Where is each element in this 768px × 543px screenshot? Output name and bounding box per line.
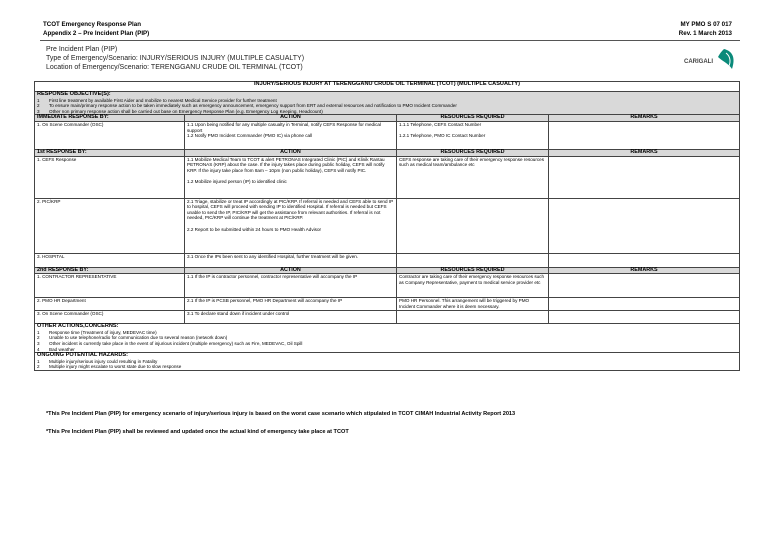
col-resources: RESOURCES REQUIRED [397,267,549,274]
other-actions-heading: OTHER ACTIONS,CONCERNS: [37,323,119,330]
list-item: 1 Multiple injury/serious injury could resulting in Fatality [37,358,158,364]
table-title: INJURY/SERIOUS INJURY AT TERENGGANU CRUDE OIL TERMINAL (TCOT) (MULTIPLE CASUALTY) [35,82,740,92]
list-item: 4 Bad weather [37,346,75,352]
table-row: 3. On Scene Commander (OSC) 3.1 To declare stand down if incident under control [35,311,740,324]
hazards-heading: ONGOING POTENTIAL HAZARDS: [37,352,128,359]
document-number: MY PMO S 07 017 [680,21,732,28]
footnote-1: *This Pre Incident Plan (PIP) for emergency scenario of injury/serious injury is based on the worst case scenario which stipulated in TCOT CIMAH Industrial Activity Report 2013 [46,411,516,417]
objectives-heading: RESPONSE OBJECTIVE(S): [37,91,111,97]
table-row: 2. PMO HR Department 2.1 If the IP is PCSB personnel, PMO HR Department will accompany the IP PMO HR Personnel. This arrangement will be triggered by PMO Incident Commander where it is deem necessary. [35,298,740,311]
list-item: 1 First line treatment by available First Aider and mobilize to nearest Medical Service provider for further treatment [37,97,277,103]
first-response-header-row [35,149,740,156]
pip-info [46,45,304,72]
col-action: ACTION [185,267,397,274]
immediate-heading: IMMEDIATE RESPONSE BY: [35,115,185,122]
revision: Rev. 1 March 2013 [678,30,732,37]
petronas-logo [682,47,738,71]
table-row: 1. On Scene Commander (OSC) 1.1 Upon being notified for any multiple casualty in Terminal, notify CEFS Response for medical support 1.2 Notify PMO Incident Commander (PMO IC) via phone call 1.1.1 Telephone, CEFS Contact Number 1.2.1 Telephone, PMO IC Contact Number [35,121,740,149]
pre-incident-plan-table [34,81,740,371]
col-remarks: REMARKS [549,149,740,156]
list-item: 2 To ensure main/primary response action to be taken immediately such as emergency announcement, emergency support from ERT and external resources and notification to PMO Incident Commander [37,103,457,109]
document-header-left [43,20,149,38]
table-row: 1. CEFS Response 1.1 Mobilize Medical Team to TCOT & alert PETRONAS Integrated Clinic (PIC) and Klinik Rantau PETRONAS (KRP) about the case. If the injury takes place during public holiday, CEFS will notify KRP. If the injury take place from 8am – 10pm (non public holiday), CEFS will notify PIC. 1.2 Mobilize injured person (IP) to identified clinic CEFS response are taking care of their emergency response resources such as medical team/ambulance etc [35,156,740,198]
immediate-header-row [35,115,740,122]
second-response-heading: 2nd RESPONSE BY: [35,267,185,274]
footnote-2: *This Pre Incident Plan (PIP) shall be reviewed and updated once the actual kind of emergency take place at TCOT [46,429,349,435]
other-actions-row [35,324,740,353]
logo-text: CARIGALI [684,59,713,65]
list-item: 1 Response time (Treatment of injury, MEDEVAC time) [37,329,157,335]
list-item: 2 Unable to use telephone/radio for communication due to several reason (network down) [37,335,228,341]
objectives-row [35,92,740,115]
second-response-header-row [35,267,740,274]
col-action: ACTION [185,115,397,122]
table-row: 2. PIC/KRP 2.1 Triage, stabilize or treat IP accordingly at PIC/KRP. If referral is needed and CEFS able to send IP to hospital, CEFS will proceed with sending IP to identified Hospital. If referral is needed but CEFS unable to send the IP, PIC/KRP will get the assistance from relevant authorities. If referral is not needed, PIC/KRP will continue the treatment at PIC/KRP. 2.2 Report to be submitted within 24 hours to PMO Health Advisor [35,198,740,253]
first-response-heading: 1st RESPONSE BY: [35,149,185,156]
plan-title: TCOT Emergency Response Plan [43,21,141,28]
pip-title: Pre Incident Plan (PIP) [46,46,118,53]
col-resources: RESOURCES REQUIRED [397,149,549,156]
col-remarks: REMARKS [549,267,740,274]
hazards-row [35,353,740,371]
list-item: 3 Other non primary response action shall be carried out base on Emergency Response Plan (e.g. Emergency Log Keeping, Headcount) [37,108,323,114]
table-row: 1. CONTRACTOR REPRESENTATIVE 1.1 If the IP is contractor personnel, contractor representative will accompany the IP Contractor are taking care of their emergency response resources such as Company Representative, payment to medical service provider etc [35,274,740,298]
table-row: 3. HOSPITAL 3.1 Once the IPs been sent to any identified Hospital, further treatment will be given. [35,253,740,267]
pip-type: Type of Emergency/Scenario: INJURY/SERIOUS INJURY (MULTIPLE CASUALTY) [46,55,305,62]
list-item: 3 Other incident is currently take place in the event of injurious incident (multiple emergency) such as Fire, MEDEVAC, Oil Spill [37,340,303,346]
appendix-title: Appendix 2 – Pre Incident Plan (PIP) [43,30,150,37]
col-action: ACTION [185,149,397,156]
list-item: 2 Multiple injury might escalate to worst state due to slow response [37,364,182,370]
col-remarks: REMARKS [549,115,740,122]
table-title-row [35,82,740,92]
pip-location: Location of Emergency/Scenario: TERENGGANU CRUDE OIL TERMINAL (TCOT) [46,64,303,71]
col-resources: RESOURCES REQUIRED [397,115,549,122]
header-divider [40,40,740,41]
document-header-right [679,20,732,38]
